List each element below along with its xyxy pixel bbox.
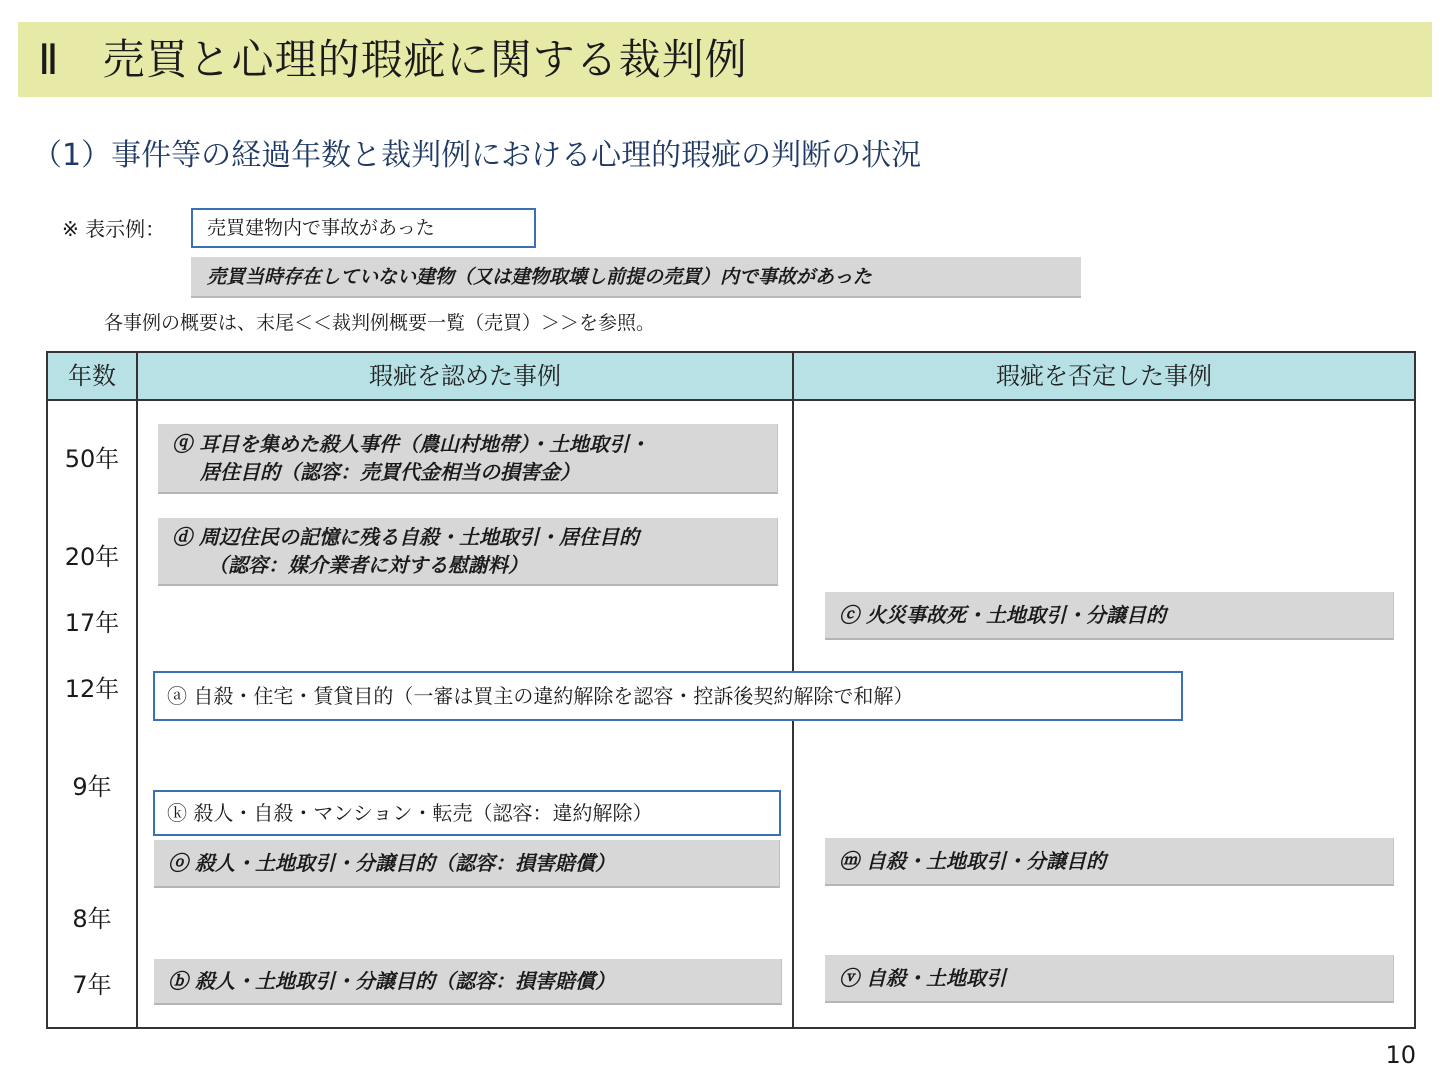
case-d: [158, 518, 778, 586]
legend-plain-example: 売買建物内で事故があった: [191, 208, 536, 248]
case-d-line1: ⓓ 周辺住民の記憶に残る自殺・土地取引・居住目的: [172, 525, 639, 549]
legend-shaded-example: 売買当時存在していない建物（又は建物取壊し前提の売買）内で事故があった: [191, 257, 1081, 298]
case-q-line1: ⓠ 耳目を集めた殺人事件（農山村地帯）・土地取引・: [172, 432, 649, 456]
year-label: 7年: [72, 971, 112, 999]
header-denied: 瑕疵を否定した事例: [996, 362, 1212, 390]
case-b: ⓑ 殺人・土地取引・分譲目的（認容：損害賠償）: [154, 959, 782, 1005]
case-q-line2: 居住目的（認容：売買代金相当の損害金）: [200, 460, 580, 484]
divider-years: [136, 353, 138, 1027]
year-label: 17年: [64, 609, 120, 637]
year-label: 50年: [64, 445, 120, 473]
case-q: [158, 424, 778, 494]
header-recognized: 瑕疵を認めた事例: [369, 362, 561, 390]
case-k: ⓚ 殺人・自殺・マンション・転売（認容：違約解除）: [153, 790, 781, 836]
year-label: 12年: [64, 675, 120, 703]
year-label: 8年: [72, 905, 112, 933]
legend-label: ※ 表示例：: [62, 217, 166, 241]
page-number: 10: [1385, 1041, 1416, 1069]
case-o: ⓞ 殺人・土地取引・分譲目的（認容：損害賠償）: [154, 840, 780, 888]
case-table: [46, 351, 1416, 1029]
legend-note: 各事例の概要は、末尾＜＜裁判例概要一覧（売買）＞＞を参照。: [104, 312, 656, 334]
case-a: ⓐ 自殺・住宅・賃貸目的（一審は買主の違約解除を認容・控訴後契約解除で和解）: [153, 671, 1183, 721]
case-d-line2: （認容：媒介業者に対する慰謝料）: [208, 553, 528, 577]
case-c: ⓒ 火災事故死・土地取引・分譲目的: [825, 592, 1394, 640]
year-label: 20年: [64, 543, 120, 571]
case-v: ⓥ 自殺・土地取引: [825, 955, 1394, 1003]
header-years: 年数: [68, 362, 116, 390]
table-header: [48, 353, 1414, 401]
page-title: Ⅱ 売買と心理的瑕疵に関する裁判例: [38, 35, 748, 84]
year-label: 9年: [72, 773, 112, 801]
case-m: ⓜ 自殺・土地取引・分譲目的: [825, 838, 1394, 886]
section-title: （1）事件等の経過年数と裁判例における心理的瑕疵の判断の状況: [32, 138, 922, 173]
